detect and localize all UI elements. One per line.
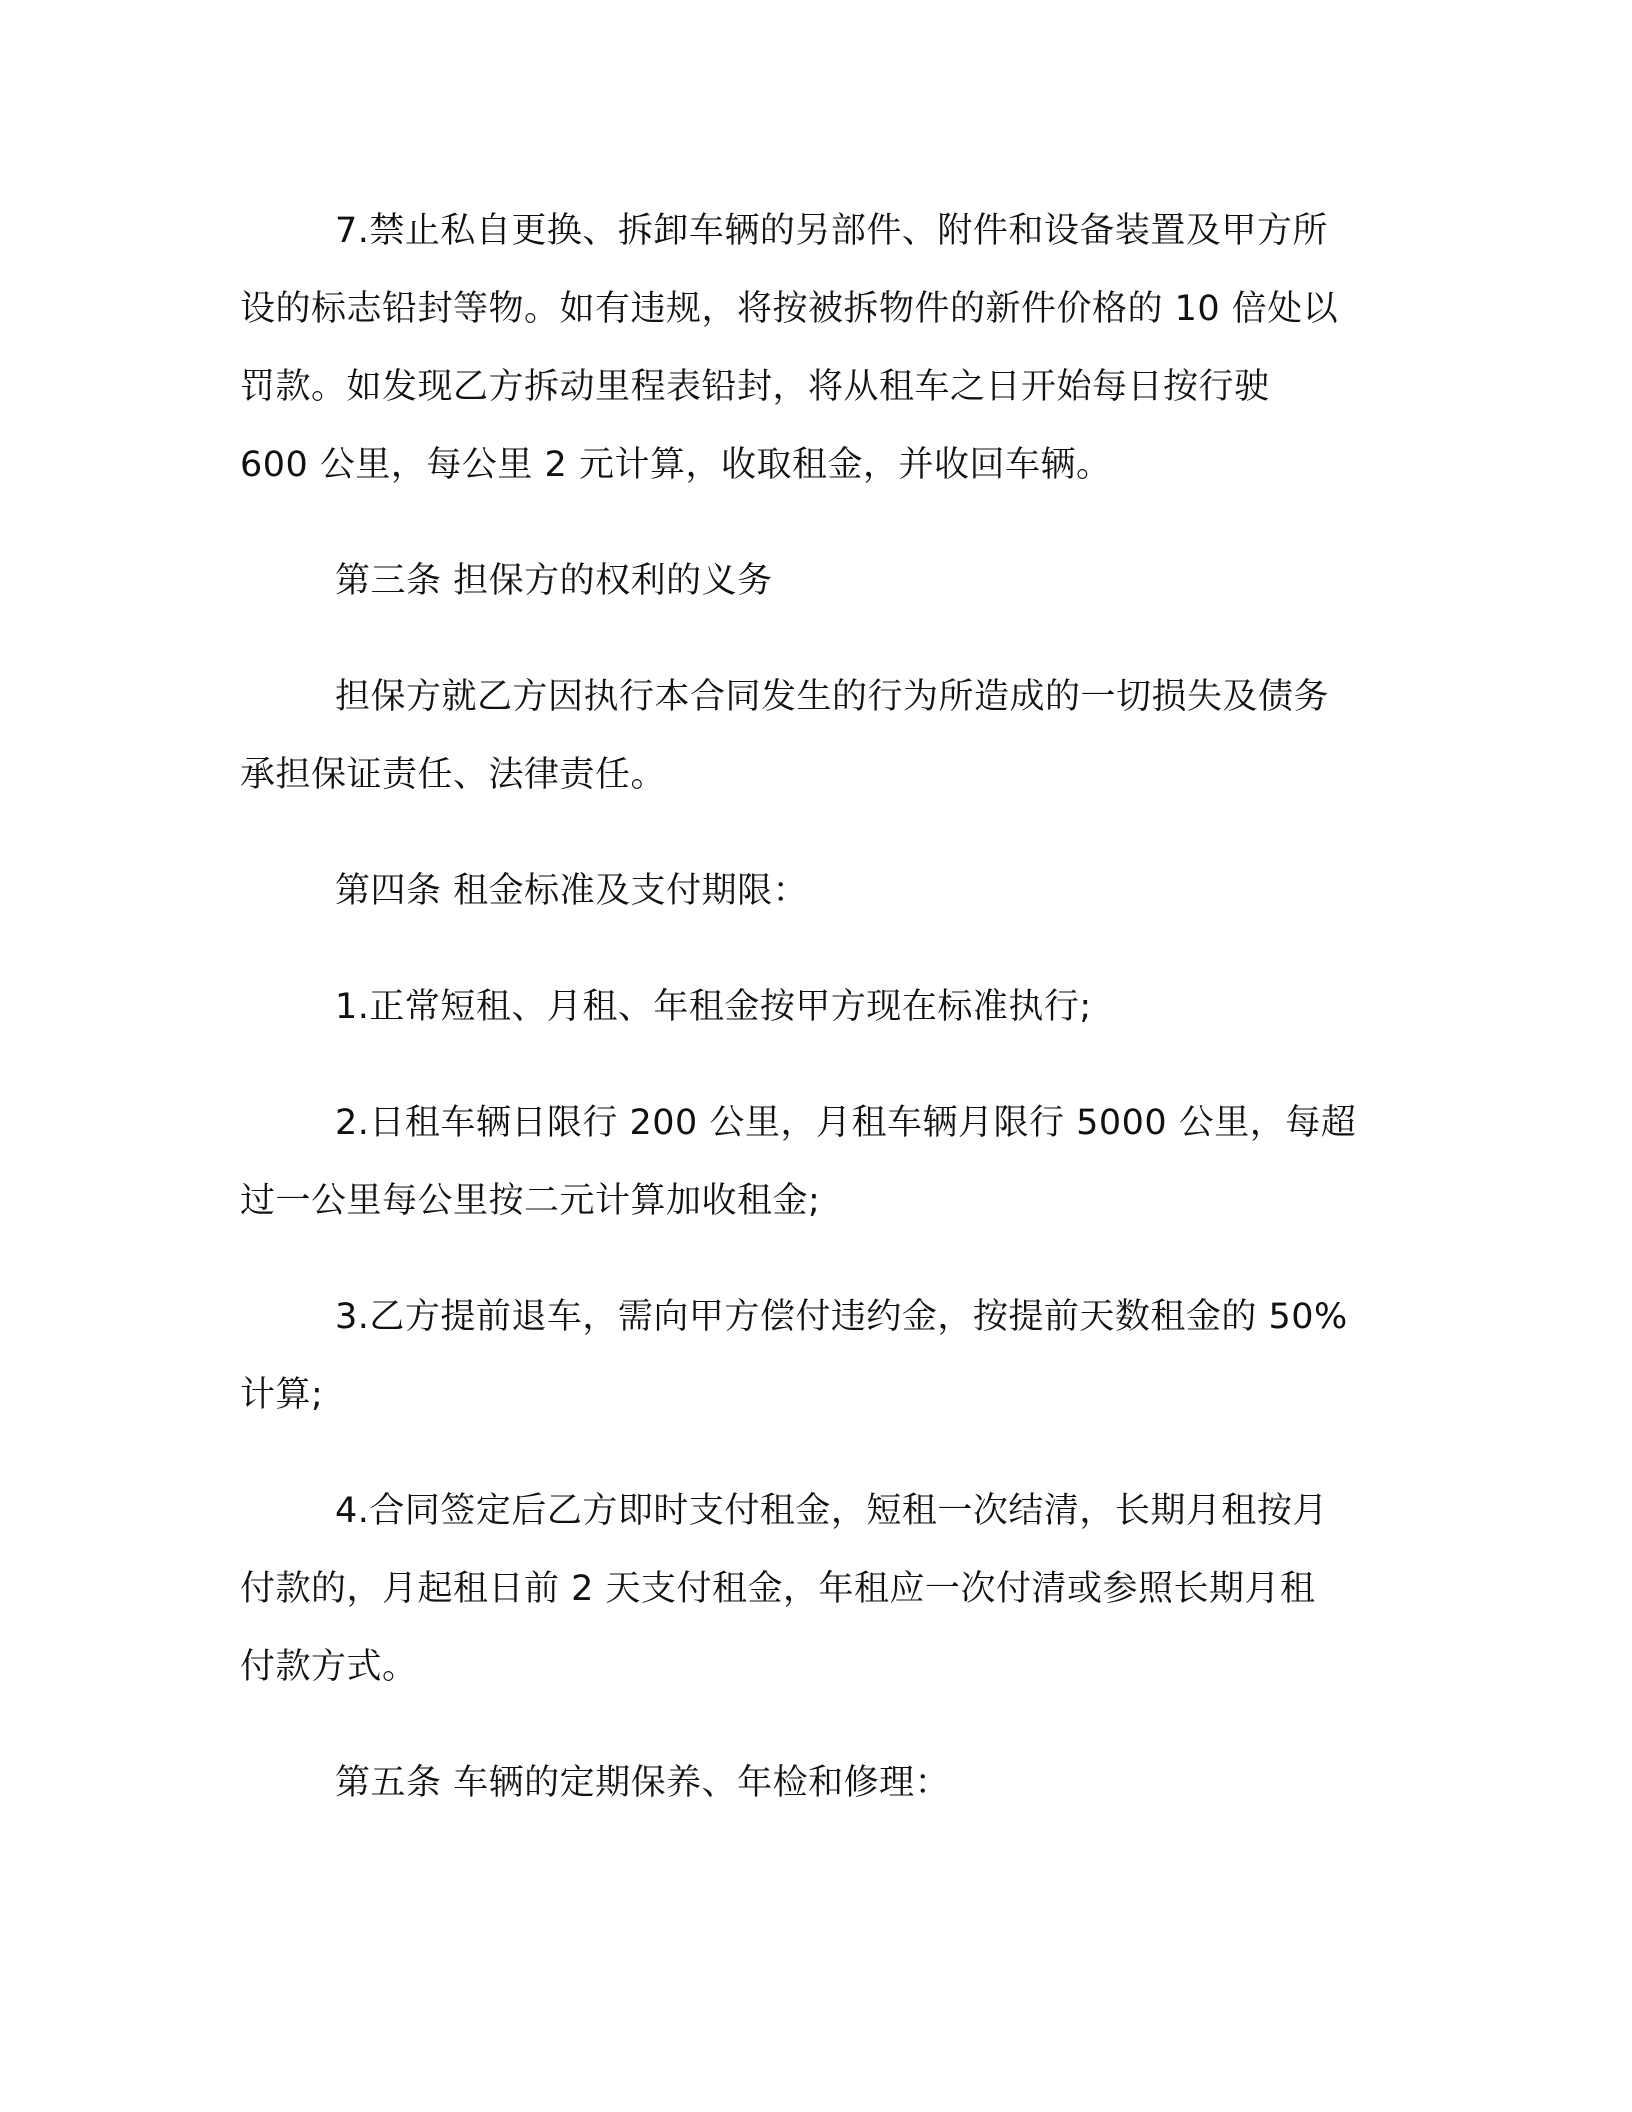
text-line: 付款方式。	[240, 1647, 418, 1687]
text-line: 过一公里每公里按二元计算加收租金;	[240, 1181, 821, 1221]
article-3-body-paragraph	[240, 658, 1400, 814]
article-4-item-4-paragraph	[240, 1472, 1400, 1706]
article-4-item-2-paragraph	[240, 1084, 1400, 1240]
text-line: 担保方就乙方因执行本合同发生的行为所造成的一切损失及债务	[335, 677, 1330, 717]
text-line: 3.乙方提前退车，需向甲方偿付违约金，按提前天数租金的 50%	[335, 1297, 1348, 1337]
text-line: 2.日租车辆日限行 200 公里，月租车辆月限行 5000 公里，每超	[335, 1103, 1357, 1143]
text-line: 承担保证责任、法律责任。	[240, 755, 667, 795]
text-line: 4.合同签定后乙方即时支付租金，短租一次结清，长期月租按月	[335, 1491, 1328, 1531]
text-line: 计算;	[240, 1375, 324, 1415]
article-4-item-3-paragraph	[240, 1278, 1400, 1434]
text-line: 罚款。如发现乙方拆动里程表铅封，将从租车之日开始每日按行驶	[240, 367, 1270, 407]
article-3-heading	[240, 542, 1400, 620]
text-line: 1.正常短租、月租、年租金按甲方现在标准执行;	[335, 987, 1092, 1027]
heading-text: 第四条 租金标准及支付期限：	[335, 871, 809, 911]
document-body	[240, 192, 1400, 1860]
article-5-heading	[240, 1744, 1400, 1822]
heading-text: 第五条 车辆的定期保养、年检和修理：	[335, 1763, 951, 1803]
article-4-heading	[240, 852, 1400, 930]
article-4-item-1-paragraph	[240, 968, 1400, 1046]
clause-7-paragraph	[240, 192, 1400, 504]
text-line: 付款的，月起租日前 2 天支付租金，年租应一次付清或参照长期月租	[240, 1569, 1316, 1609]
text-line: 600 公里，每公里 2 元计算，收取租金，并收回车辆。	[240, 445, 1112, 485]
text-line: 设的标志铅封等物。如有违规，将按被拆物件的新件价格的 10 倍处以	[240, 289, 1339, 329]
text-line: 7.禁止私自更换、拆卸车辆的另部件、附件和设备装置及甲方所	[335, 211, 1328, 251]
heading-text: 第三条 担保方的权利的义务	[335, 561, 773, 601]
